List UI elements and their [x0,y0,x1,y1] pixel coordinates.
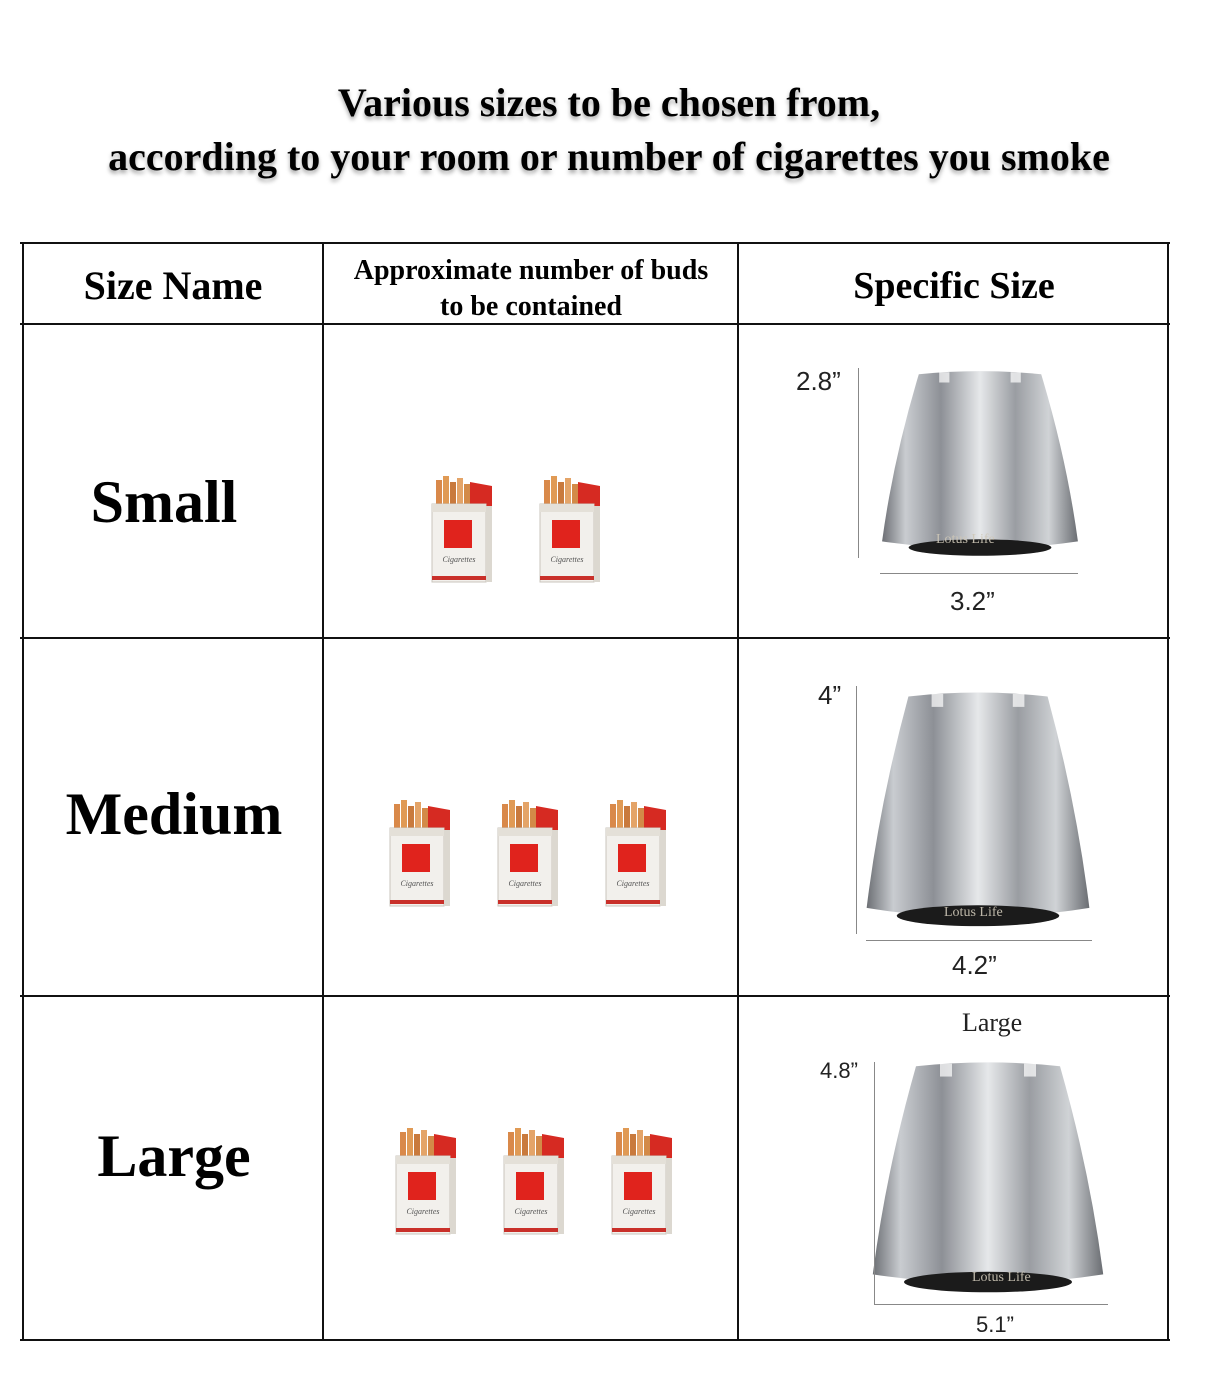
svg-text:Cigarettes: Cigarettes [406,1207,440,1216]
ashtray-medium-height: 4” [818,680,842,710]
header-size-name: Size Name [83,263,263,308]
cigarette-pack-icon [394,1128,456,1238]
cigarette-pack-icon [502,1128,564,1238]
ashtray-large-height: 4.8” [820,1058,858,1083]
size-name-small: Small [90,469,238,535]
cigarette-pack-icon [538,476,584,586]
table-right-border [1167,242,1169,1340]
svg-text:Cigarettes: Cigarettes [400,879,434,888]
buds-medium [388,800,650,915]
table-bottom-border [20,1339,1170,1341]
size-name-medium: Medium [65,781,283,847]
ashtray-large-brand: Lotus Life [972,1270,1031,1285]
page-title [0,76,1218,184]
svg-text:Cigarettes: Cigarettes [616,879,650,888]
buds-small [430,476,584,591]
row-small-bottom-border [20,637,1170,639]
ashtray-medium-brand: Lotus Life [944,905,1003,920]
title-line-1: Various sizes to be chosen from, [337,80,881,125]
ashtray-large-width: 5.1” [976,1312,1014,1337]
cigarette-pack-icon [610,1128,672,1238]
svg-text:Cigarettes: Cigarettes [550,555,584,564]
ashtray-medium-image [862,686,1094,934]
ashtray-large-image [868,1056,1108,1300]
ashtray-small-width: 3.2” [950,586,995,616]
buds-large [394,1128,674,1243]
ashtray-medium-width-line [866,940,1092,941]
cigarette-pack-icon [388,800,450,910]
cigarette-pack-icon [430,476,492,586]
size-name-large: Large [97,1123,251,1189]
ashtray-small-brand: Lotus Life [936,532,995,547]
ashtray-small-height-line [858,368,859,558]
cigarette-pack-icon [604,800,650,910]
ashtray-large-caption: Large [962,1008,1023,1037]
ashtray-large-height-line [874,1062,875,1304]
header-buds [326,253,736,325]
ashtray-medium-height-line [856,686,857,934]
svg-text:Cigarettes: Cigarettes [442,555,476,564]
svg-text:Cigarettes: Cigarettes [508,879,542,888]
title-line-2: according to your room or number of cigarettes you smoke [108,134,1110,179]
svg-text:Cigarettes: Cigarettes [514,1207,548,1216]
ashtray-small-height: 2.8” [796,366,841,396]
row-medium-bottom-border [20,995,1170,997]
header-buds-line-1: Approximate number of buds [353,255,709,286]
table-top-border [20,242,1170,244]
ashtray-small-width-line [880,573,1078,574]
cigarette-pack-icon [496,800,558,910]
header-buds-line-2: to be contained [440,291,622,322]
ashtray-large-width-line [874,1304,1108,1305]
column-divider-2 [737,242,739,1340]
svg-text:Cigarettes: Cigarettes [622,1207,656,1216]
header-specific-size: Specific Size [853,265,1055,307]
ashtray-medium-width: 4.2” [952,950,997,980]
